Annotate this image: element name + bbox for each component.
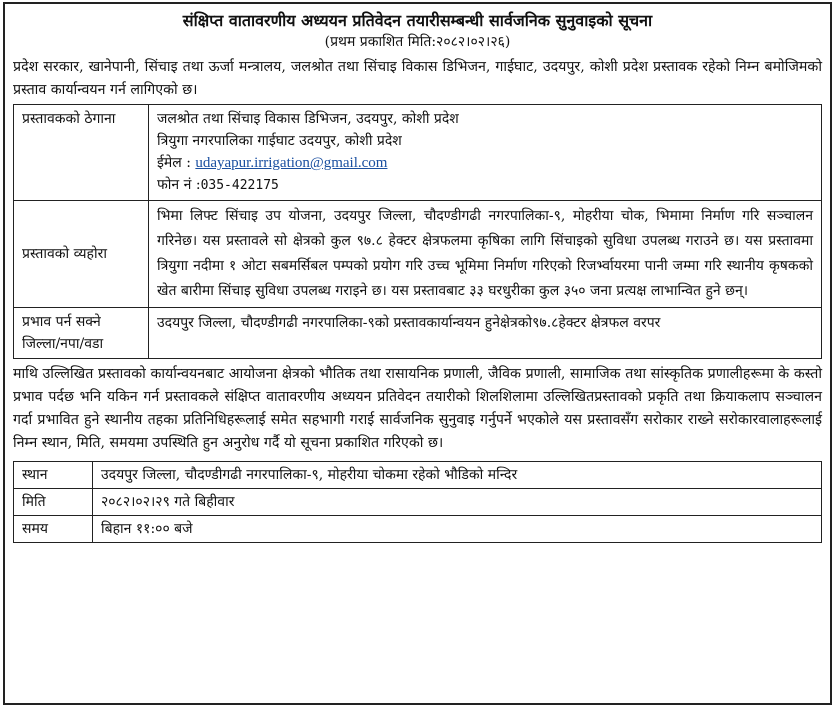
intro-paragraph: प्रदेश सरकार, खानेपानी, सिंचाइ तथा ऊर्जा मन्त्रालय, जलश्रोत तथा सिंचाइ विकास डिभिजन, गाईघाट, उदयपुर, कोशी प्रदेश प्रस्तावक रहेको निम्न बमोजिमको प्रस्ताव कार्यान्वयन गर्न लागिएको छ। <box>13 59 822 98</box>
notice-title: संक्षिप्त वातावरणीय अध्ययन प्रतिवेदन तयारीसम्बन्धी सार्वजनिक सुनुवाइको सूचना <box>182 11 653 30</box>
proposer-phone-row <box>157 174 813 197</box>
table-row <box>14 489 822 516</box>
affected-area-text: उदयपुर जिल्ला, चौदण्डीगढी नगरपालिका-९को प्रस्तावकार्यान्वयन हुनेक्षेत्रको९७.८हेक्टर क्षेत्रफल वरपर <box>149 308 822 359</box>
proposal-description-label: प्रस्तावको व्यहोरा <box>14 201 149 308</box>
table-row <box>14 462 822 489</box>
published-date: (प्रथम प्रकाशित मिति:२०८२।०२।२६) <box>324 34 511 50</box>
proposer-line-2: त्रियुगा नगरपालिका गाईघाट उदयपुर, कोशी प्रदेश <box>157 133 402 149</box>
table-row <box>14 105 822 201</box>
public-hearing-notice <box>3 2 832 705</box>
hearing-request-paragraph: माथि उल्लिखित प्रस्तावको कार्यान्वयनबाट आयोजना क्षेत्रको भौतिक तथा रासायनिक प्रणाली, जैविक प्रणाली, सामाजिक तथा सांस्कृतिक प्रणालीहरूमा के कस्तो प्रभाव पर्दछ भनि यकिन गर्न प्रस्तावकले संक्षिप्त वातावरणीय अध्ययन प्रतिवेदन तयारीको शिलशिलामा उल्लिखितप्रस्तावको प्रकृति तथा क्रियाकलाप सञ्चालन गर्दा प्रभावित हुने स्थानीय तहका प्रतिनिधिहरूलाई समेत सहभागी गराई सार्वजनिक सुनुवाइ गर्नुपर्ने भएकोले यस प्रस्तावसँग सरोकार राख्ने सरोकारवालाहरूलाई निम्न स्थान, मिति, समयमा उपस्थिति हुन अनुरोध गर्दै यो सूचना प्रकाशित गरिएको छ। <box>13 366 822 451</box>
date-label: मिति <box>14 489 93 516</box>
email-link[interactable]: udayapur.irrigation@gmail.com <box>195 155 388 171</box>
venue-value: उदयपुर जिल्ला, चौदण्डीगढी नगरपालिका-९, मोहरीया चोकमा रहेको भौडिको मन्दिर <box>93 462 822 489</box>
phone-number: 035-422175 <box>200 178 279 193</box>
proposer-line-1: जलश्रोत तथा सिंचाइ विकास डिभिजन, उदयपुर, कोशी प्रदेश <box>157 111 459 127</box>
phone-label: फोन नं : <box>157 177 201 193</box>
proposal-description-text: भिमा लिफ्ट सिंचाइ उप योजना, उदयपुर जिल्ला, चौदण्डीगढी नगरपालिका-९, मोहरीया चोक, भिमामा निर्माण गरि सञ्चालन गरिनेछ। यस प्रस्तावले सो क्षेत्रको कुल ९७.८ हेक्टर क्षेत्रफलमा कृषिका लागि सिंचाइको सुविधा उपलब्ध गराउने छ। यस प्रस्तावमा त्रियुगा नदीमा १ ओटा सबमर्सिबल पम्पको प्रयोग गरि उच्च भूमिमा निर्माण गरिएको रिजर्भ्वायरमा पानी जम्मा गरि स्थानीय कृषकको खेत बारीमा सिंचाइ सुविधा उपलब्ध गराइने छ। यस प्रस्तावबाट ३३ घरधुरीका कुल ३५० जना प्रत्यक्ष लाभान्वित हुने छन्। <box>149 201 822 308</box>
proposer-email-row <box>157 152 813 174</box>
table-row <box>14 201 822 308</box>
time-value: बिहान ११:०० बजे <box>93 516 822 543</box>
time-label: समय <box>14 516 93 543</box>
proposer-address-cell <box>149 105 822 201</box>
date-value: २०८२।०२।२९ गते बिहीवार <box>93 489 822 516</box>
venue-label: स्थान <box>14 462 93 489</box>
affected-area-label: प्रभाव पर्न सक्ने जिल्ला/नपा/वडा <box>14 308 149 359</box>
email-label: ईमेल : <box>157 155 196 171</box>
proposer-address-label: प्रस्तावकको ठेगाना <box>14 105 149 201</box>
hearing-schedule-table <box>13 461 822 543</box>
table-row <box>14 516 822 543</box>
proposal-info-table <box>13 104 822 359</box>
table-row <box>14 308 822 359</box>
